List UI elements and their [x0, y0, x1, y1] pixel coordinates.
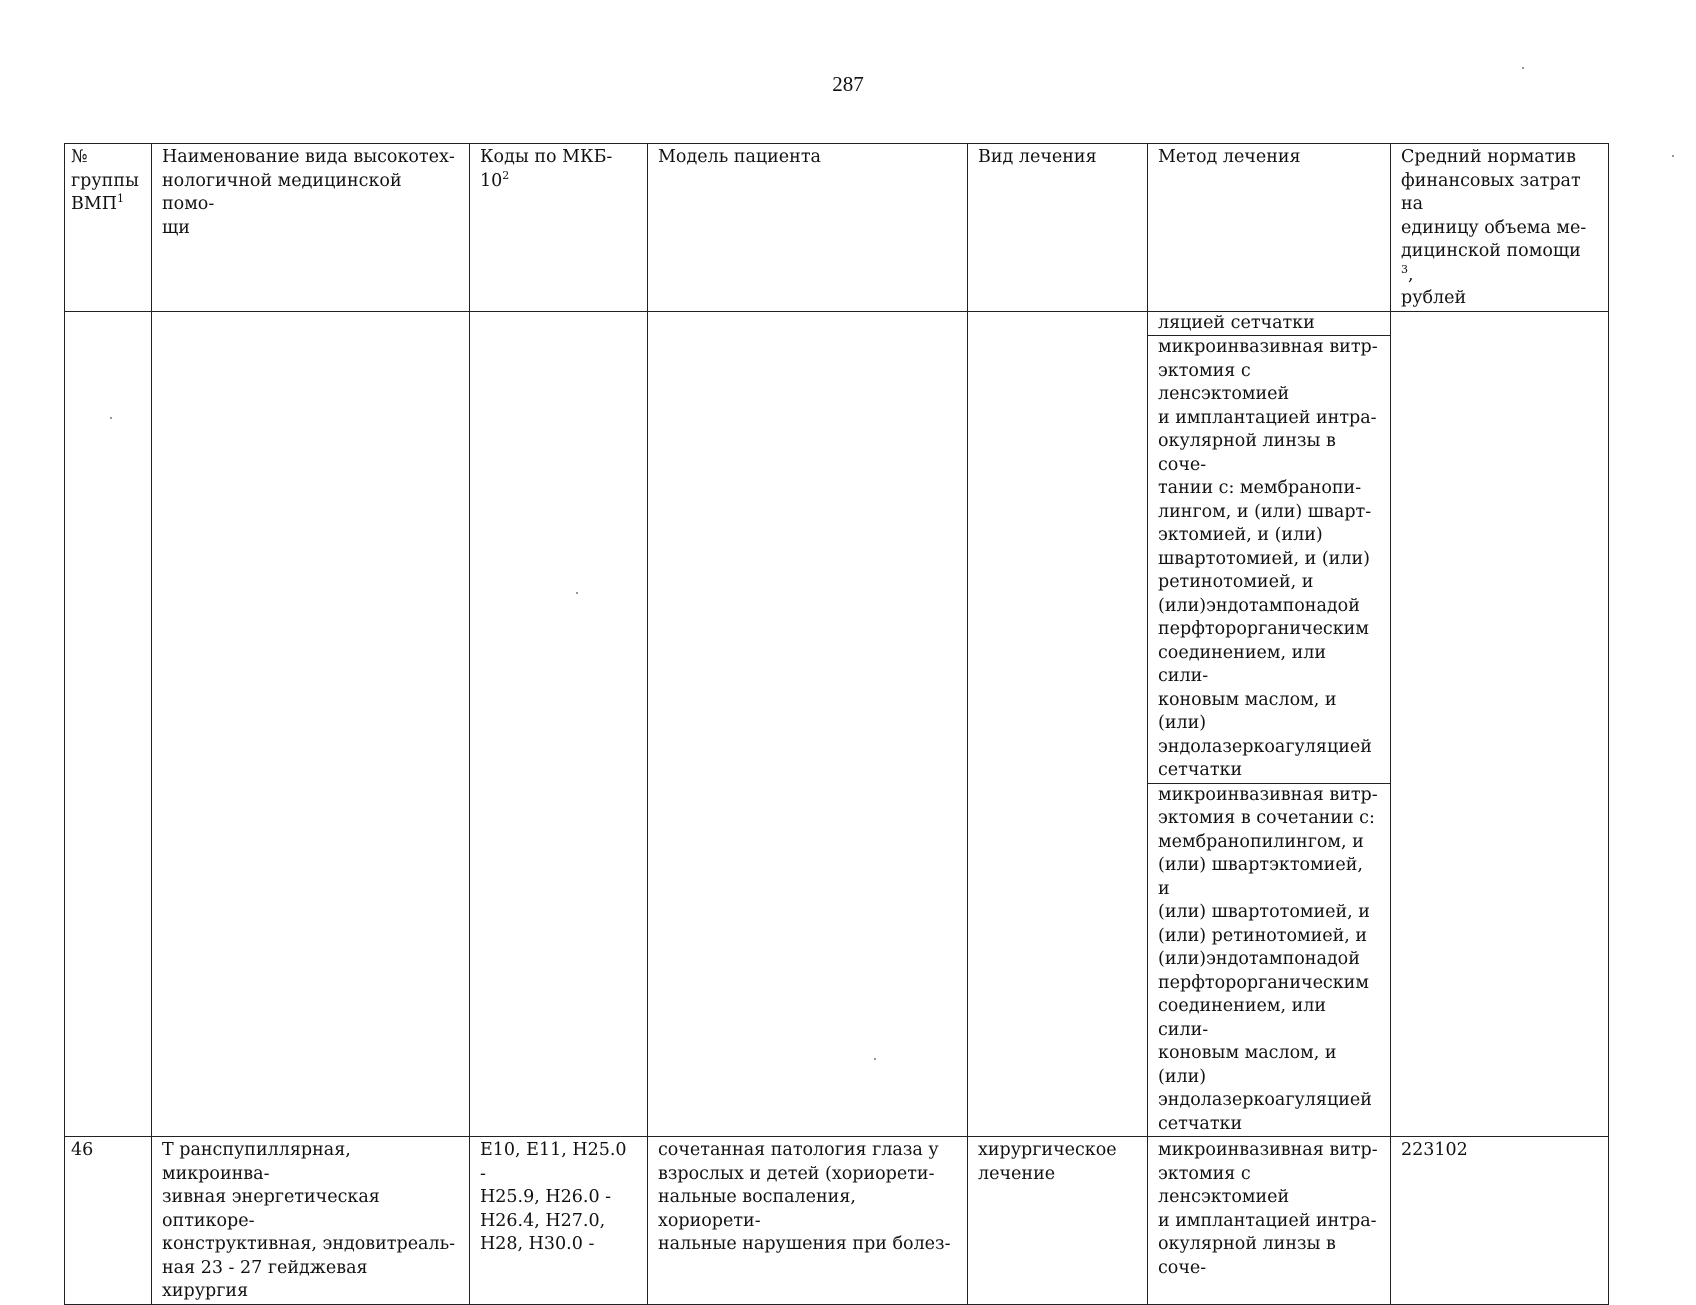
row-name: Т ранспупиллярная, микроинва- зивная энергетическая оптикоре- конструктивная, эндовитреаль- ная 23 - 27 гейджевая хирургия — [152, 1137, 470, 1305]
header-group-no: № группы ВМП$^1$ — [65, 144, 152, 312]
row-cost: 223102 — [1391, 1137, 1609, 1305]
footnote-3-marker: 3 — [1401, 262, 1408, 276]
cell-empty — [152, 311, 470, 1137]
cell-empty — [65, 311, 152, 1137]
method-block: микроинвазивная витр- эктомия с ленсэктомией и имплантацией интра- окулярной линзы в соче- тании с: мембранопи- лингом, и (или) шварт- эктомией, и (или) швартотомией, и (или) ретинотомией, и (или)эндотампонадой перфторорганическим соединением, или сили- коновым маслом, и (или) эндолазеркоагуляцией сетчатки — [1148, 336, 1390, 784]
header-patient-model: Модель пациента — [648, 144, 968, 312]
cell-empty — [648, 311, 968, 1137]
header-treatment-type: Вид лечения — [968, 144, 1148, 312]
header-name: Наименование вида высокотех- нологичной медицинской помо- щи — [152, 144, 470, 312]
header-cost-norm: Средний норматив финансовых затрат на единицу объема ме- дицинской помощи $^3$, рублей — [1391, 144, 1609, 312]
row-group-no: 46 — [65, 1137, 152, 1305]
table-row-46 — [65, 1137, 1609, 1305]
page-number: 287 — [832, 72, 864, 96]
cell-empty — [968, 311, 1148, 1137]
scan-speck — [1672, 155, 1674, 157]
scan-speck — [576, 592, 578, 594]
continuation-row — [65, 311, 1609, 1137]
method-block: микроинвазивная витр- эктомия в сочетании с: мембранопилингом, и (или) швартэктомией, и (или) швартотомией, и (или) ретинотомией, и (или)эндотампонадой перфторорганическим соединением, или сили- коновым маслом, и (или) эндолазеркоагуляцией сетчатки — [1158, 784, 1378, 1134]
row-treatment-method: микроинвазивная витр- эктомия с ленсэктомией и имплантацией интра- окулярной линзы в соче- — [1148, 1137, 1391, 1305]
header-treatment-method: Метод лечения — [1148, 144, 1391, 312]
row-treatment-type: хирургическое лечение — [968, 1137, 1148, 1305]
row-icd-codes: E10, E11, H25.0 - H25.9, H26.0 - H26.4, H27.0, H28, H30.0 - — [470, 1137, 648, 1305]
header-icd-codes: Коды по МКБ- $10^2$ — [470, 144, 648, 312]
scan-speck — [110, 417, 112, 419]
vmp-table — [64, 143, 1609, 1305]
row-patient-model: сочетанная патология глаза у взрослых и детей (хориорети- нальные воспаления, хориорети- нальные нарушения при болез- — [648, 1137, 968, 1305]
scan-speck — [874, 1058, 876, 1060]
cell-empty — [1391, 311, 1609, 1137]
header-row — [65, 144, 1609, 312]
cell-empty — [470, 311, 648, 1137]
method-cell — [1148, 311, 1391, 1137]
vmp-table-container — [64, 143, 1608, 1301]
footnote-2-marker: 2 — [502, 168, 510, 182]
footnote-1-marker: 1 — [117, 192, 125, 206]
method-block: ляцией сетчатки — [1148, 312, 1390, 337]
scan-speck — [1522, 67, 1524, 69]
